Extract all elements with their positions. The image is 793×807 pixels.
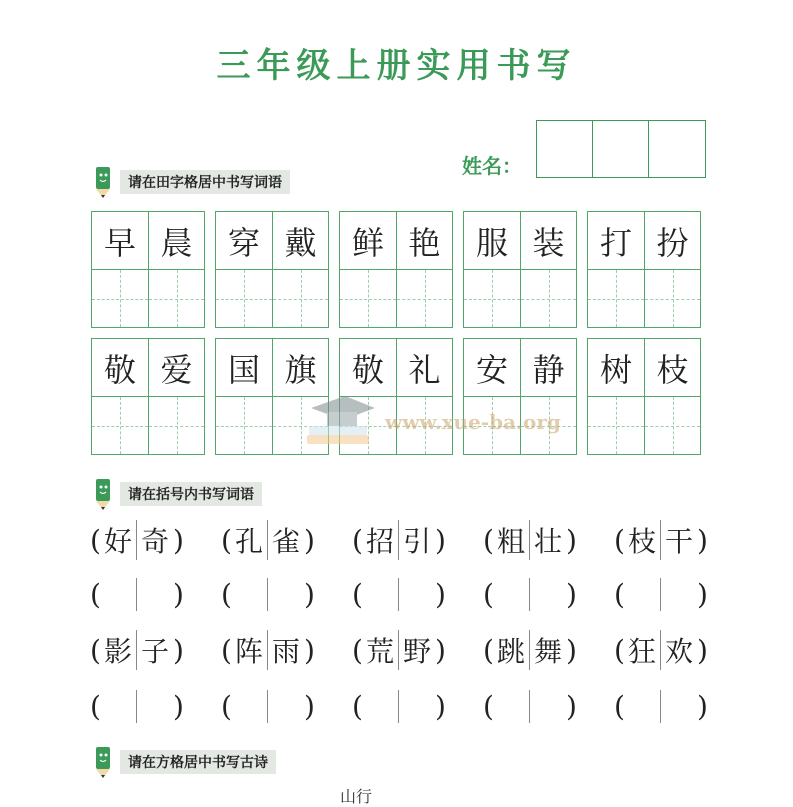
page-title: 三年级上册实用书写	[216, 46, 577, 86]
pencil-icon	[92, 477, 114, 511]
char-cell: 晨	[148, 212, 204, 269]
pencil-icon	[92, 745, 114, 779]
char-cell: 扮	[644, 212, 700, 269]
writing-cell[interactable]	[644, 397, 700, 454]
name-box[interactable]	[649, 121, 705, 177]
section-heading-label: 请在括号内书写词语	[120, 482, 262, 506]
writing-cell[interactable]	[644, 270, 700, 327]
section-heading-1	[92, 168, 290, 196]
section-heading-label: 请在方格居中书写古诗	[120, 750, 276, 774]
paren-word: ( 阵 雨 )	[221, 630, 352, 670]
writing-cell[interactable]	[520, 270, 576, 327]
char-cell: 树	[599, 350, 632, 389]
writing-cell[interactable]	[92, 270, 148, 327]
char-cell: 旗	[272, 339, 328, 396]
char-cell: 敬	[103, 350, 136, 389]
poem-title-partial: 山行	[340, 787, 373, 806]
word-pair	[91, 338, 205, 455]
paren-word: ( 枝 干 )	[614, 520, 745, 560]
char-cell: 敬	[351, 350, 384, 389]
word-pair	[91, 211, 205, 328]
writing-cell[interactable]	[464, 270, 520, 327]
char-cell: 装	[520, 212, 576, 269]
paren-word: ( 孔 雀 )	[221, 520, 352, 560]
char-cell: 安	[475, 350, 508, 389]
writing-cell[interactable]	[216, 397, 272, 454]
name-label: 姓名：	[462, 154, 522, 178]
char-cell: 艳	[396, 212, 452, 269]
name-input-boxes[interactable]	[536, 120, 706, 178]
paren-blank-row-1	[90, 574, 745, 614]
paren-word-row-2	[90, 630, 745, 670]
paren-blank[interactable]: ( )	[221, 689, 315, 723]
word-pair	[339, 211, 453, 328]
paren-word: ( 荒 野 )	[352, 630, 483, 670]
paren-blank[interactable]: ( )	[352, 577, 446, 611]
watermark	[305, 392, 561, 452]
writing-cell[interactable]	[272, 270, 328, 327]
writing-cell[interactable]	[148, 270, 204, 327]
tianzige-row-1	[91, 211, 701, 328]
char-cell: 戴	[272, 212, 328, 269]
name-box[interactable]	[593, 121, 649, 177]
word-pair	[463, 211, 577, 328]
paren-blank[interactable]: ( )	[483, 577, 577, 611]
char-cell: 静	[520, 339, 576, 396]
paren-word: ( 粗 壮 )	[483, 520, 614, 560]
paren-blank[interactable]: ( )	[483, 689, 577, 723]
word-pair	[587, 211, 701, 328]
writing-cell[interactable]	[148, 397, 204, 454]
paren-blank[interactable]: ( )	[221, 577, 315, 611]
writing-cell[interactable]	[92, 397, 148, 454]
section-heading-label: 请在田字格居中书写词语	[120, 170, 290, 194]
paren-word: ( 影 子 )	[90, 630, 221, 670]
char-cell: 爱	[148, 339, 204, 396]
section-heading-3	[92, 748, 276, 776]
paren-blank[interactable]: ( )	[614, 689, 708, 723]
writing-cell[interactable]	[396, 270, 452, 327]
word-pair	[587, 338, 701, 455]
paren-blank-row-2	[90, 686, 745, 726]
pencil-icon	[92, 165, 114, 199]
paren-word-row-1	[90, 520, 745, 560]
paren-blank[interactable]: ( )	[614, 577, 708, 611]
paren-word: ( 招 引 )	[352, 520, 483, 560]
writing-cell[interactable]	[588, 397, 644, 454]
char-cell: 早	[103, 223, 136, 262]
char-cell: 服	[475, 223, 508, 262]
writing-cell[interactable]	[340, 270, 396, 327]
char-cell: 穿	[227, 223, 260, 262]
writing-cell[interactable]	[588, 270, 644, 327]
word-pair	[215, 211, 329, 328]
char-cell: 鲜	[351, 223, 384, 262]
writing-cell[interactable]	[216, 270, 272, 327]
char-cell: 礼	[396, 339, 452, 396]
char-cell: 国	[227, 350, 260, 389]
section-heading-2	[92, 480, 262, 508]
paren-word: ( 好 奇 )	[90, 520, 221, 560]
watermark-text: www.xue-ba.org	[385, 410, 561, 434]
char-cell: 枝	[644, 339, 700, 396]
paren-word: ( 跳 舞 )	[483, 630, 614, 670]
paren-blank[interactable]: ( )	[90, 689, 184, 723]
paren-blank[interactable]: ( )	[352, 689, 446, 723]
char-cell: 打	[599, 223, 632, 262]
paren-word: ( 狂 欢 )	[614, 630, 745, 670]
graduation-cap-icon	[305, 392, 377, 452]
name-box[interactable]	[537, 121, 593, 177]
paren-blank[interactable]: ( )	[90, 577, 184, 611]
